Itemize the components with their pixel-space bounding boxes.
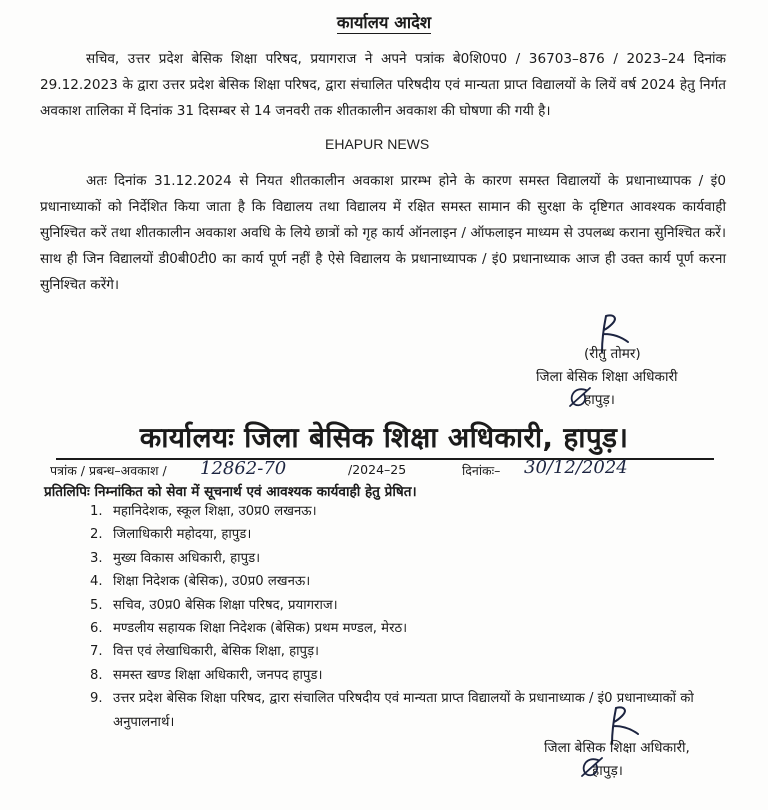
reference-year: /2024–25 bbox=[348, 462, 407, 477]
list-item-number: 6. bbox=[90, 621, 103, 637]
order-paragraph-2: अतः दिनांक 31.12.2024 से नियत शीतकालीन अवकाश प्रारम्भ होने के कारण समस्त विद्यालयों के प्रधानाध्यापक / इं0 प्रधानाध्याकों को निर्देशित किया जाता है कि विद्यालय तथा विद्यालय में रक्षित समस्त सामान की सुरक्षा के दृष्टिगत आवश्यक कार्यवाही सुनिश्चित करें तथा शीतकालीन अवकाश अवधि के लिये छात्रों को गृह कार्य ऑनलाइन / ऑफलाइन माध्यम से उपलब्ध कराना सुनिश्चित करें। साथ ही जिन विद्यालयों डी0बी0टी0 का कार्य पूर्ण नहीं है ऐसे विद्यालय के प्रधानाध्यापक / इं0 प्रधानाध्याक आज ही उक्त कार्य पूर्ण करना सुनिश्चित करेंगे। bbox=[40, 173, 726, 293]
list-item-text: महानिदेशक, स्कूल शिक्षा, उ0प्र0 लखनऊ। bbox=[113, 504, 317, 519]
list-item-text: वित्त एवं लेखाधिकारी, बेसिक शिक्षा, हापुड़। bbox=[113, 644, 320, 660]
list-item-text: उत्तर प्रदेश बेसिक शिक्षा परिषद, द्वारा संचालित परिषदीय एवं मान्यता प्राप्त विद्यालयों के प्रधानाध्याक / इं0 प्रधानाध्याकों को अनुपालनार्थ। bbox=[113, 691, 694, 730]
signatory-designation-2: जिला बेसिक शिक्षा अधिकारी, bbox=[544, 740, 690, 756]
signatory-place: हापुड़। bbox=[584, 392, 615, 408]
list-item-text: सचिव, उ0प्र0 बेसिक शिक्षा परिषद, प्रयागराज। bbox=[113, 597, 338, 613]
recipient-list bbox=[90, 500, 730, 734]
signature-flourish-2 bbox=[576, 754, 606, 780]
list-item bbox=[90, 594, 730, 617]
list-item-text: जिलाधिकारी महोदया, हापुड। bbox=[113, 527, 252, 543]
signature-flourish-1 bbox=[564, 384, 594, 410]
reference-prefix: पत्रांक / प्रबन्ध–अवकाश / bbox=[50, 463, 167, 478]
reference-number: 12862-70 bbox=[200, 458, 287, 479]
list-item-text: मुख्य विकास अधिकारी, हापुड। bbox=[113, 550, 261, 566]
list-item bbox=[90, 523, 730, 546]
list-item-number: 5. bbox=[90, 597, 103, 613]
list-item bbox=[90, 570, 730, 593]
reference-date-label: दिनांकः– bbox=[462, 463, 501, 478]
signature-block-2 bbox=[544, 737, 690, 783]
list-item-text: मण्डलीय सहायक शिक्षा निदेशक (बेसिक) प्रथम मण्डल, मेरठ। bbox=[113, 621, 408, 637]
list-item bbox=[90, 640, 730, 663]
list-item bbox=[90, 547, 730, 570]
list-item-number: 3. bbox=[90, 550, 103, 566]
copy-to-line: प्रतिलिपिः निम्नांकित को सेवा में सूचनार्थ एवं आवश्यक कार्यवाही हेतु प्रेषित। bbox=[44, 484, 417, 500]
signatory-designation: जिला बेसिक शिक्षा अधिकारी bbox=[536, 369, 678, 385]
list-item-number: 8. bbox=[90, 667, 103, 683]
order-paragraph-1: सचिव, उत्तर प्रदेश बेसिक शिक्षा परिषद, प्रयागराज ने अपने पत्रांक बे0शि0प0 / 36703–876 / 2023–24 दिनांक 29.12.2023 के द्वारा उत्तर प्रदेश बेसिक शिक्षा परिषद, द्वारा संचालित परिषदीय एवं मान्यता प्राप्त विद्यालयों के लियें वर्ष 2024 हेतु निर्गत अवकाश तालिका में दिनांक 31 दिसम्बर से 14 जनवरी तक शीतकालीन अवकाश की घोषणा की गयी है। bbox=[40, 51, 726, 119]
list-item-number: 4. bbox=[90, 574, 103, 590]
document-heading: कार्यालय आदेश bbox=[336, 13, 432, 32]
list-item-text: शिक्षा निदेशक (बेसिक), उ0प्र0 लखनऊ। bbox=[113, 574, 311, 590]
list-item-number: 2. bbox=[90, 527, 103, 543]
signatory-place-2: हापुड़। bbox=[592, 763, 623, 779]
list-item bbox=[90, 500, 730, 523]
list-item-number: 9. bbox=[90, 691, 103, 707]
list-item-number: 7. bbox=[90, 644, 103, 660]
office-heading: कार्यालयः जिला बेसिक शिक्षा अधिकारी, हापुड़। bbox=[139, 421, 629, 454]
list-item bbox=[90, 664, 730, 687]
list-item bbox=[90, 617, 730, 640]
signatory-name: (रीतु तोमर) bbox=[584, 346, 641, 362]
list-item-number: 1. bbox=[90, 504, 103, 519]
reference-date: 30/12/2024 bbox=[524, 457, 628, 478]
list-item-text: समस्त खण्ड शिक्षा अधिकारी, जनपद हापुड। bbox=[113, 667, 323, 683]
watermark-text: EHAPUR NEWS bbox=[325, 136, 430, 152]
